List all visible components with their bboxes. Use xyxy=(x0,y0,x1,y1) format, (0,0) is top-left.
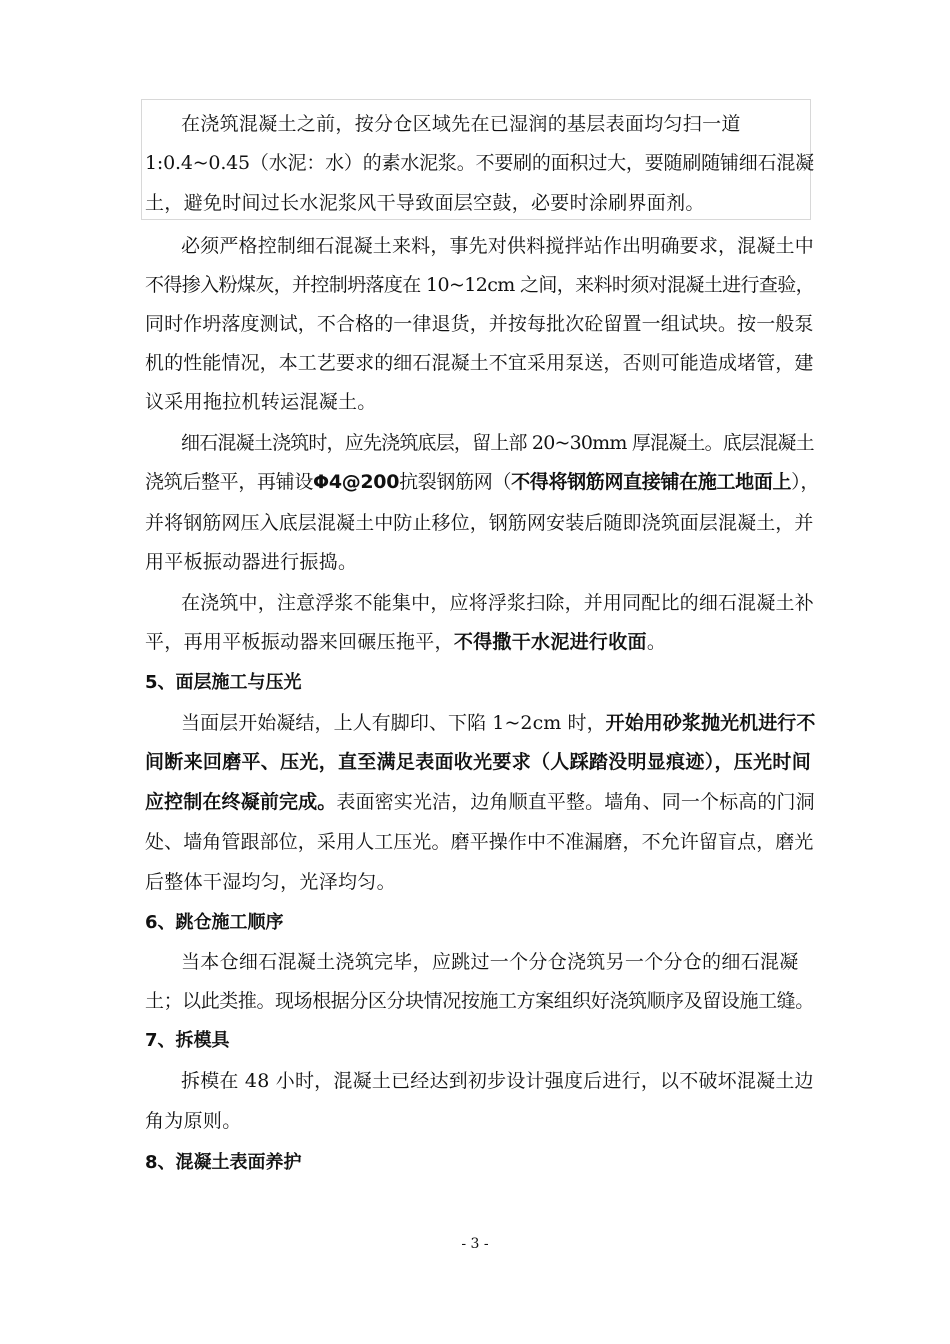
paragraph-2-line-3: 同时作坍落度测试，不合格的一律退货，并按每批次砼留置一组试块。按一般泵 xyxy=(145,313,814,335)
paragraph-2-line-5: 议采用拖拉机转运混凝土。 xyxy=(145,391,377,413)
paragraph-4-line-1: 在浇筑中，注意浮浆不能集中，应将浮浆扫除，并用同配比的细石混凝土补 xyxy=(181,592,814,614)
paragraph-4-line-2-text-c: 。 xyxy=(646,631,667,653)
paragraph-2-line-1: 必须严格控制细石混凝土来料，事先对供料搅拌站作出明确要求，混凝土中 xyxy=(181,235,814,257)
paragraph-4-line-2 xyxy=(145,629,666,655)
cement-warning: 不得撒干水泥进行收面 xyxy=(453,631,647,653)
paragraph-5-line-3-bold: 应控制在终凝前完成。 xyxy=(145,791,337,813)
paragraph-2-line-2: 不得掺入粉煤灰，并控制坍落度在 10~12cm 之间，来料时须对混凝土进行查验， xyxy=(145,274,815,296)
paragraph-2-line-4: 机的性能情况，本工艺要求的细石混凝土不宜采用泵送，否则可能造成堵管，建 xyxy=(145,352,814,374)
section-heading-5: 5、面层施工与压光 xyxy=(145,672,302,693)
paragraph-6-line-2: 土；以此类推。现场根据分区分块情况按施工方案组织好浇筑顺序及留设施工缝。 xyxy=(145,990,814,1012)
paragraph-5-line-3 xyxy=(145,789,815,815)
paragraph-1-line-3: 土，避免时间过长水泥浆风干导致面层空鼓，必要时涂刷界面剂。 xyxy=(145,192,705,214)
paragraph-6-line-1: 当本仓细石混凝土浇筑完毕，应跳过一个分仓浇筑另一个分仓的细石混凝 xyxy=(181,951,799,973)
paragraph-3-line-1: 细石混凝土浇筑时，应先浇筑底层，留上部 20~30mm 厚混凝土。底层混凝土 xyxy=(181,432,814,454)
paragraph-5-line-1-bold: 开始用砂浆抛光机进行不 xyxy=(605,712,816,734)
paragraph-3-line-2-text-e: ）， xyxy=(791,471,820,493)
paragraph-3-line-3: 并将钢筋网压入底层混凝土中防止移位，钢筋网安装后随即浇筑面层混凝土，并 xyxy=(145,512,814,534)
page-number: - 3 - xyxy=(461,1236,489,1252)
paragraph-1-line-1: 在浇筑混凝土之前，按分仓区域先在已湿润的基层表面均匀扫一道 xyxy=(181,113,741,135)
paragraph-3-line-2 xyxy=(145,469,819,495)
paragraph-5-line-2: 间断来回磨平、压光，直至满足表面收光要求（人踩踏没明显痕迹），压光时间 xyxy=(145,751,812,773)
rebar-spec: Φ4@200 xyxy=(313,471,400,493)
paragraph-3-line-2-text-a: 浇筑后整平，再铺设 xyxy=(145,471,314,493)
paragraph-5-line-1-text-a: 当面层开始凝结，上人有脚印、下陷 1~2cm 时， xyxy=(181,712,606,734)
paragraph-5-line-1 xyxy=(181,710,815,736)
paragraph-7-line-1: 拆模在 48 小时，混凝土已经达到初步设计强度后进行，以不破坏混凝土边 xyxy=(181,1070,814,1092)
section-heading-6: 6、跳仓施工顺序 xyxy=(145,912,284,933)
paragraph-5-line-5: 后整体干湿均匀，光泽均匀。 xyxy=(145,871,396,893)
section-heading-8: 8、混凝土表面养护 xyxy=(145,1152,302,1173)
rebar-warning: 不得将钢筋网直接铺在施工地面上 xyxy=(511,471,792,493)
paragraph-5-line-3-text: 表面密实光洁，边角顺直平整。墙角、同一个标高的门洞 xyxy=(336,791,815,813)
paragraph-7-line-2: 角为原则。 xyxy=(145,1110,242,1132)
paragraph-1-line-2: 1:0.4~0.45（水泥：水）的素水泥浆。不要刷的面积过大，要随刷随铺细石混凝 xyxy=(145,152,814,174)
section-heading-7: 7、拆模具 xyxy=(145,1030,230,1051)
paragraph-4-line-2-text-a: 平，再用平板振动器来回碾压拖平， xyxy=(145,631,454,653)
paragraph-5-line-4: 处、墙角管跟部位，采用人工压光。磨平操作中不准漏磨，不允许留盲点，磨光 xyxy=(145,831,814,853)
paragraph-3-line-4: 用平板振动器进行振捣。 xyxy=(145,551,358,573)
paragraph-3-line-2-text-c: 抗裂钢筋网（ xyxy=(399,471,512,493)
